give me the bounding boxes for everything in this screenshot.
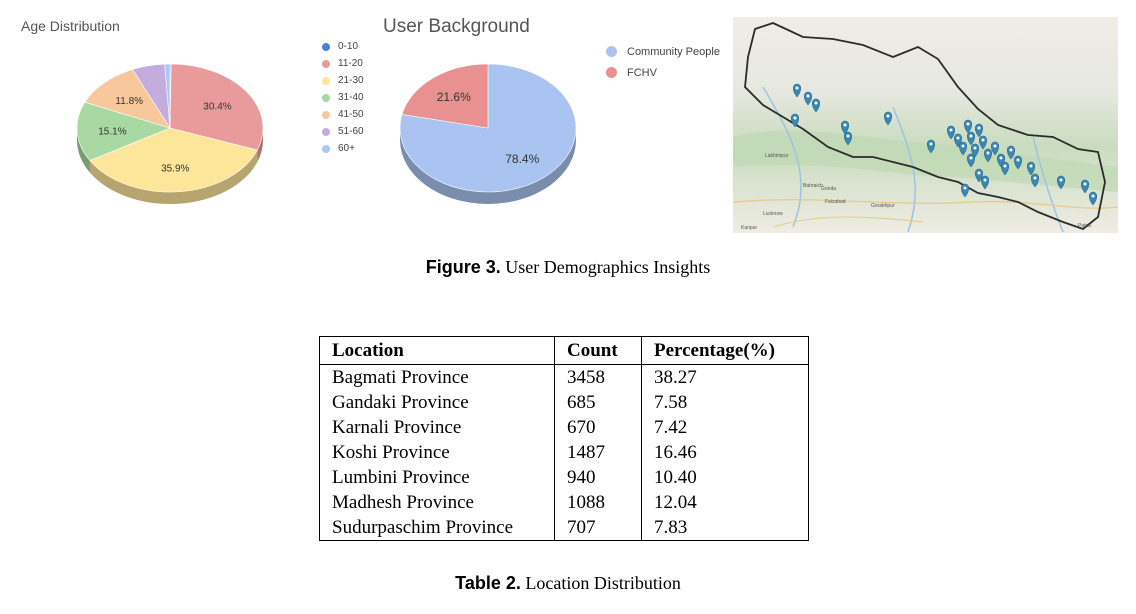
legend-item[interactable] xyxy=(322,89,364,106)
map-pin-dot xyxy=(962,145,965,148)
legend-item[interactable] xyxy=(322,72,364,89)
cell-count: 940 xyxy=(555,465,642,490)
table-caption-label: Table 2. xyxy=(455,573,521,593)
age-chart-title: Age Distribution xyxy=(21,18,120,34)
background-pie-chart xyxy=(390,55,590,225)
legend-item[interactable] xyxy=(322,140,364,157)
cell-count: 707 xyxy=(555,515,642,541)
map-pin-dot xyxy=(964,187,967,190)
cell-location: Sudurpaschim Province xyxy=(320,515,555,541)
legend-label: Community People xyxy=(627,45,720,58)
nepal-map[interactable] xyxy=(733,17,1118,233)
map-pin-dot xyxy=(796,87,799,90)
map-pin-dot xyxy=(1084,183,1087,186)
figure-caption-text: User Demographics Insights xyxy=(505,257,711,277)
legend-label: 60+ xyxy=(338,143,355,154)
cell-count: 3458 xyxy=(555,365,642,391)
legend-swatch xyxy=(606,46,617,57)
location-table xyxy=(319,336,809,541)
map-pin-dot xyxy=(1092,195,1095,198)
map-pin-dot xyxy=(957,137,960,140)
map-pin-dot xyxy=(987,152,990,155)
background-legend xyxy=(606,41,720,83)
map-pin-dot xyxy=(794,117,797,120)
figure-caption-label: Figure 3. xyxy=(425,257,501,277)
map-pin-dot xyxy=(978,127,981,130)
legend-swatch xyxy=(322,128,330,136)
legend-item[interactable] xyxy=(322,55,364,72)
table-row xyxy=(320,465,809,490)
legend-swatch xyxy=(606,67,617,78)
age-pie-chart xyxy=(60,55,300,225)
map-pin-dot xyxy=(970,157,973,160)
table-caption xyxy=(0,573,1136,594)
age-pie-data-label: 11.8% xyxy=(115,95,144,107)
map-pin-dot xyxy=(807,95,810,98)
cell-percentage: 7.42 xyxy=(642,415,809,440)
cell-percentage: 16.46 xyxy=(642,440,809,465)
cell-location: Gandaki Province xyxy=(320,390,555,415)
cell-count: 670 xyxy=(555,415,642,440)
legend-item[interactable] xyxy=(606,62,720,83)
cell-location: Koshi Province xyxy=(320,440,555,465)
age-legend xyxy=(322,38,364,157)
cell-location: Lumbini Province xyxy=(320,465,555,490)
cell-count: 685 xyxy=(555,390,642,415)
map-pin-dot xyxy=(1017,159,1020,162)
map-place-label: Lucknow xyxy=(763,211,783,217)
map-place-label: Patna xyxy=(1078,223,1092,229)
map-pin-dot xyxy=(887,115,890,118)
table-header-row xyxy=(320,337,809,365)
cell-location: Bagmati Province xyxy=(320,365,555,391)
map-background xyxy=(733,17,1118,233)
map-pin-dot xyxy=(1010,149,1013,152)
map-pin-dot xyxy=(950,129,953,132)
background-pie-data-label: 78.4% xyxy=(505,151,540,166)
map-place-label: Gonda xyxy=(821,186,837,192)
legend-label: 11-20 xyxy=(338,58,363,69)
legend-swatch xyxy=(322,145,330,153)
cell-percentage: 12.04 xyxy=(642,490,809,515)
header-count: Count xyxy=(555,337,642,365)
map-place-label: Bahraich xyxy=(803,183,823,189)
cell-percentage: 7.58 xyxy=(642,390,809,415)
table-row xyxy=(320,390,809,415)
header-percentage: Percentage(%) xyxy=(642,337,809,365)
table-caption-text: Location Distribution xyxy=(525,573,681,593)
map-pin-dot xyxy=(982,139,985,142)
header-location: Location xyxy=(320,337,555,365)
legend-label: 31-40 xyxy=(338,92,364,103)
cell-location: Karnali Province xyxy=(320,415,555,440)
map-pin-dot xyxy=(815,102,818,105)
legend-label: 0-10 xyxy=(338,41,359,52)
legend-swatch xyxy=(322,43,330,51)
cell-percentage: 10.40 xyxy=(642,465,809,490)
map-pin-dot xyxy=(994,145,997,148)
table-row xyxy=(320,415,809,440)
map-place-label: Gorakhpur xyxy=(871,203,895,209)
map-pin-dot xyxy=(970,135,973,138)
map-pin-dot xyxy=(930,143,933,146)
map-pin-dot xyxy=(1034,177,1037,180)
map-pin-dot xyxy=(974,147,977,150)
table-row xyxy=(320,490,809,515)
table-row xyxy=(320,515,809,541)
legend-swatch xyxy=(322,94,330,102)
legend-item[interactable] xyxy=(322,106,364,123)
background-chart-title: User Background xyxy=(383,16,530,37)
figure-caption xyxy=(0,257,1136,278)
legend-item[interactable] xyxy=(322,38,364,55)
age-pie-data-label: 35.9% xyxy=(161,163,190,175)
legend-label: 41-50 xyxy=(338,109,364,120)
map-place-label: Faizabad xyxy=(825,199,846,205)
map-pin-dot xyxy=(984,179,987,182)
legend-label: 51-60 xyxy=(338,126,364,137)
legend-swatch xyxy=(322,60,330,68)
cell-percentage: 7.83 xyxy=(642,515,809,541)
map-place-label: Lakhimpur xyxy=(765,153,789,159)
map-pin-dot xyxy=(1000,157,1003,160)
cell-count: 1088 xyxy=(555,490,642,515)
map-pin-dot xyxy=(1060,179,1063,182)
map-pin-dot xyxy=(1030,165,1033,168)
legend-swatch xyxy=(322,77,330,85)
legend-label: FCHV xyxy=(627,66,657,79)
legend-item[interactable] xyxy=(606,41,720,62)
table-row xyxy=(320,440,809,465)
cell-percentage: 38.27 xyxy=(642,365,809,391)
age-pie-data-label: 30.4% xyxy=(203,101,232,113)
legend-label: 21-30 xyxy=(338,75,364,86)
map-place-label: Kanpur xyxy=(741,225,758,231)
map-pin-dot xyxy=(844,124,847,127)
legend-swatch xyxy=(322,111,330,119)
map-pin-dot xyxy=(978,172,981,175)
table-row xyxy=(320,365,809,391)
age-pie-data-label: 15.1% xyxy=(98,126,127,138)
map-pin-dot xyxy=(967,123,970,126)
map-pin-dot xyxy=(1004,165,1007,168)
cell-count: 1487 xyxy=(555,440,642,465)
legend-item[interactable] xyxy=(322,123,364,140)
cell-location: Madhesh Province xyxy=(320,490,555,515)
background-pie-data-label: 21.6% xyxy=(436,90,471,105)
map-pin-dot xyxy=(847,135,850,138)
